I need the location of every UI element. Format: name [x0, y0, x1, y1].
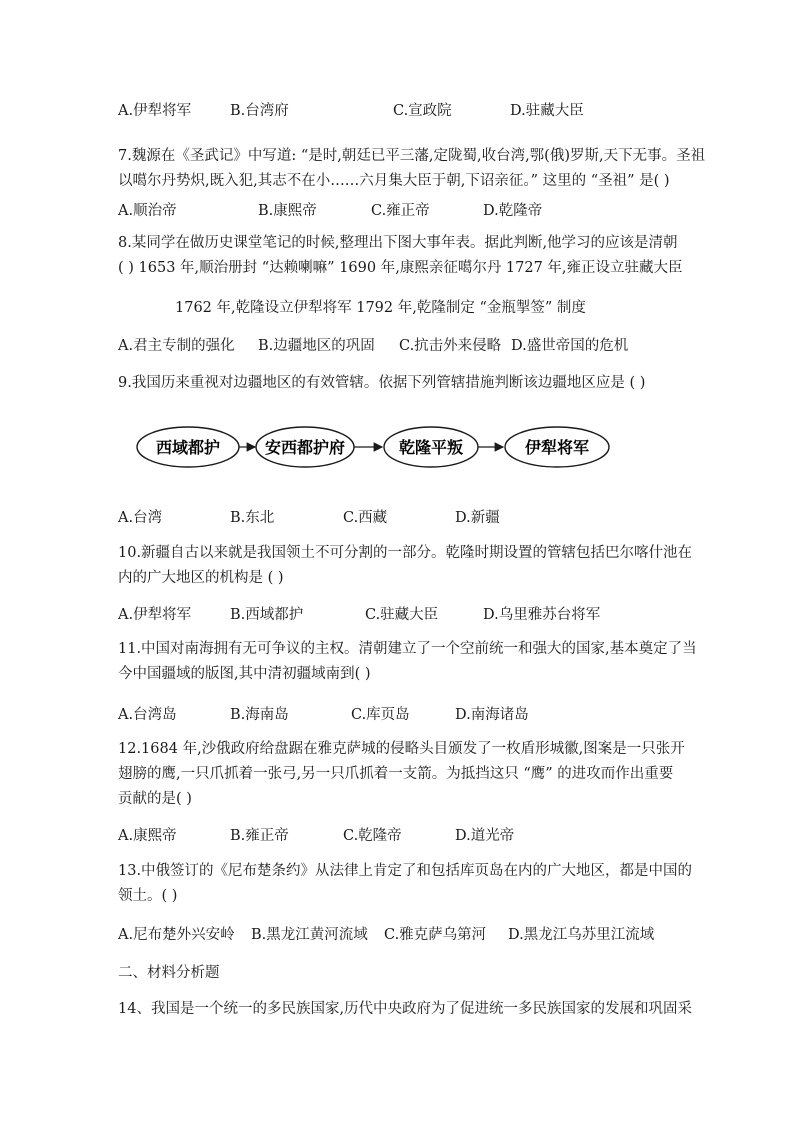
q10-line-2: 内的广大地区的机构是 ( )	[118, 570, 284, 586]
q7-option-b: B.康熙帝	[258, 203, 317, 219]
q12-option-d: D.道光帝	[455, 828, 515, 844]
q13-option-b: B.黑龙江黄河流域	[251, 927, 368, 943]
flow-node-3-label: 乾隆平叛	[398, 438, 464, 457]
q8-line-3: 1762 年,乾隆设立伊犁将军 1792 年,乾隆制定 “金瓶掣签” 制度	[175, 300, 586, 316]
q6-option-c: C.宣政院	[393, 103, 452, 119]
q12-option-a: A.康熙帝	[118, 828, 177, 844]
question-14: 14、我国是一个统一的多民族国家,历代中央政府为了促进统一多民族国家的发展和巩固采	[118, 1001, 693, 1017]
q9-option-c: C.西藏	[343, 510, 388, 526]
q13-line-1: 13.中俄签订的《尼布楚条约》从法律上肯定了和包括库页岛在内的广大地区，都是中国的	[118, 863, 693, 879]
question-13	[118, 859, 693, 909]
q9-flow-diagram	[0, 413, 794, 483]
q7-option-a: A.顺治帝	[118, 203, 177, 219]
question-8	[118, 231, 683, 281]
q8-option-c: C.抗击外来侵略	[399, 338, 502, 354]
q10-option-c: C.驻藏大臣	[365, 607, 439, 623]
q11-option-b: B.海南岛	[230, 707, 289, 723]
q6-option-a: A.伊犁将军	[118, 103, 192, 119]
q13-option-d: D.黑龙江乌苏里江流域	[508, 927, 655, 943]
q6-option-b: B.台湾府	[230, 103, 289, 119]
q13-line-2: 领土。( )	[118, 888, 178, 904]
q12-line-2: 翅膀的鹰,一只爪抓着一张弓,另一只爪抓着一支箭。为抵挡这只 “鹰” 的进攻而作出重要	[118, 766, 674, 782]
flow-node-2-label: 安西都护府	[264, 438, 346, 457]
question-10	[118, 541, 693, 591]
q13-option-c: C.雅克萨乌第河	[384, 927, 487, 943]
q12-line-3: 贡献的是( )	[118, 791, 192, 807]
q12-option-c: C.乾隆帝	[343, 828, 402, 844]
q11-line-2: 今中国疆域的版图,其中清初疆域南到( )	[118, 666, 371, 682]
q12-option-b: B.雍正帝	[230, 828, 289, 844]
q8-line-1: 8.某同学在做历史课堂笔记的时候,整理出下图大事年表。据此判断,他学习的应该是清朝	[118, 235, 678, 251]
q9-option-a: A.台湾	[118, 510, 163, 526]
q8-option-a: A.君主专制的强化	[118, 338, 235, 354]
question-11	[118, 637, 697, 687]
q10-line-1: 10.新疆自古以来就是我国领土不可分割的一部分。乾隆时期设置的管辖包括巴尔喀什池在	[118, 545, 693, 561]
q10-option-b: B.西域都护	[230, 607, 304, 623]
q7-option-d: D.乾隆帝	[483, 203, 543, 219]
q7-option-c: C.雍正帝	[371, 203, 430, 219]
q9-text: 9.我国历来重视对边疆地区的有效管辖。依据下列管辖措施判断该边疆地区应是 ( )	[118, 375, 646, 391]
q11-option-a: A.台湾岛	[118, 707, 177, 723]
q8-option-d: D.盛世帝国的危机	[511, 338, 629, 354]
q8-option-b: B.边疆地区的巩固	[258, 338, 375, 354]
question-7	[118, 144, 706, 194]
q11-option-d: D.南海诸岛	[455, 707, 529, 723]
q9-option-b: B.东北	[230, 510, 275, 526]
q8-line-2: ( ) 1653 年,顺治册封 “达赖喇嘛” 1690 年,康熙亲征噶尔丹 1727 年,雍正设立驻藏大臣	[118, 260, 683, 276]
question-12	[118, 737, 685, 812]
flow-node-4-label: 伊犁将军	[524, 438, 590, 457]
q7-line-1: 7.魏源在《圣武记》中写道: “是时,朝廷已平三藩,定陇蜀,收台湾,鄂(俄)罗斯,天下无事。圣祖	[118, 148, 706, 164]
q9-option-d: D.新疆	[455, 510, 500, 526]
q12-line-1: 12.1684 年,沙俄政府给盘踞在雅克萨城的侵略头目颁发了一枚盾形城徽,图案是一只张开	[118, 741, 685, 757]
q10-option-d: D.乌里雅苏台将军	[483, 607, 601, 623]
flow-node-1-label: 西域都护	[155, 438, 221, 457]
q10-option-a: A.伊犁将军	[118, 607, 192, 623]
q11-line-1: 11.中国对南海拥有无可争议的主权。清朝建立了一个空前统一和强大的国家,基本奠定了当	[118, 641, 697, 657]
section-2-heading: 二、材料分析题	[118, 965, 220, 981]
q6-option-d: D.驻藏大臣	[510, 103, 584, 119]
q7-line-2: 以噶尔丹势炽,既入犯,其志不在小……六月集大臣于朝,下诏亲征。” 这里的 “圣祖” 是( )	[118, 173, 670, 189]
q13-option-a: A.尼布楚外兴安岭	[118, 927, 235, 943]
q11-option-c: C.库页岛	[351, 707, 410, 723]
